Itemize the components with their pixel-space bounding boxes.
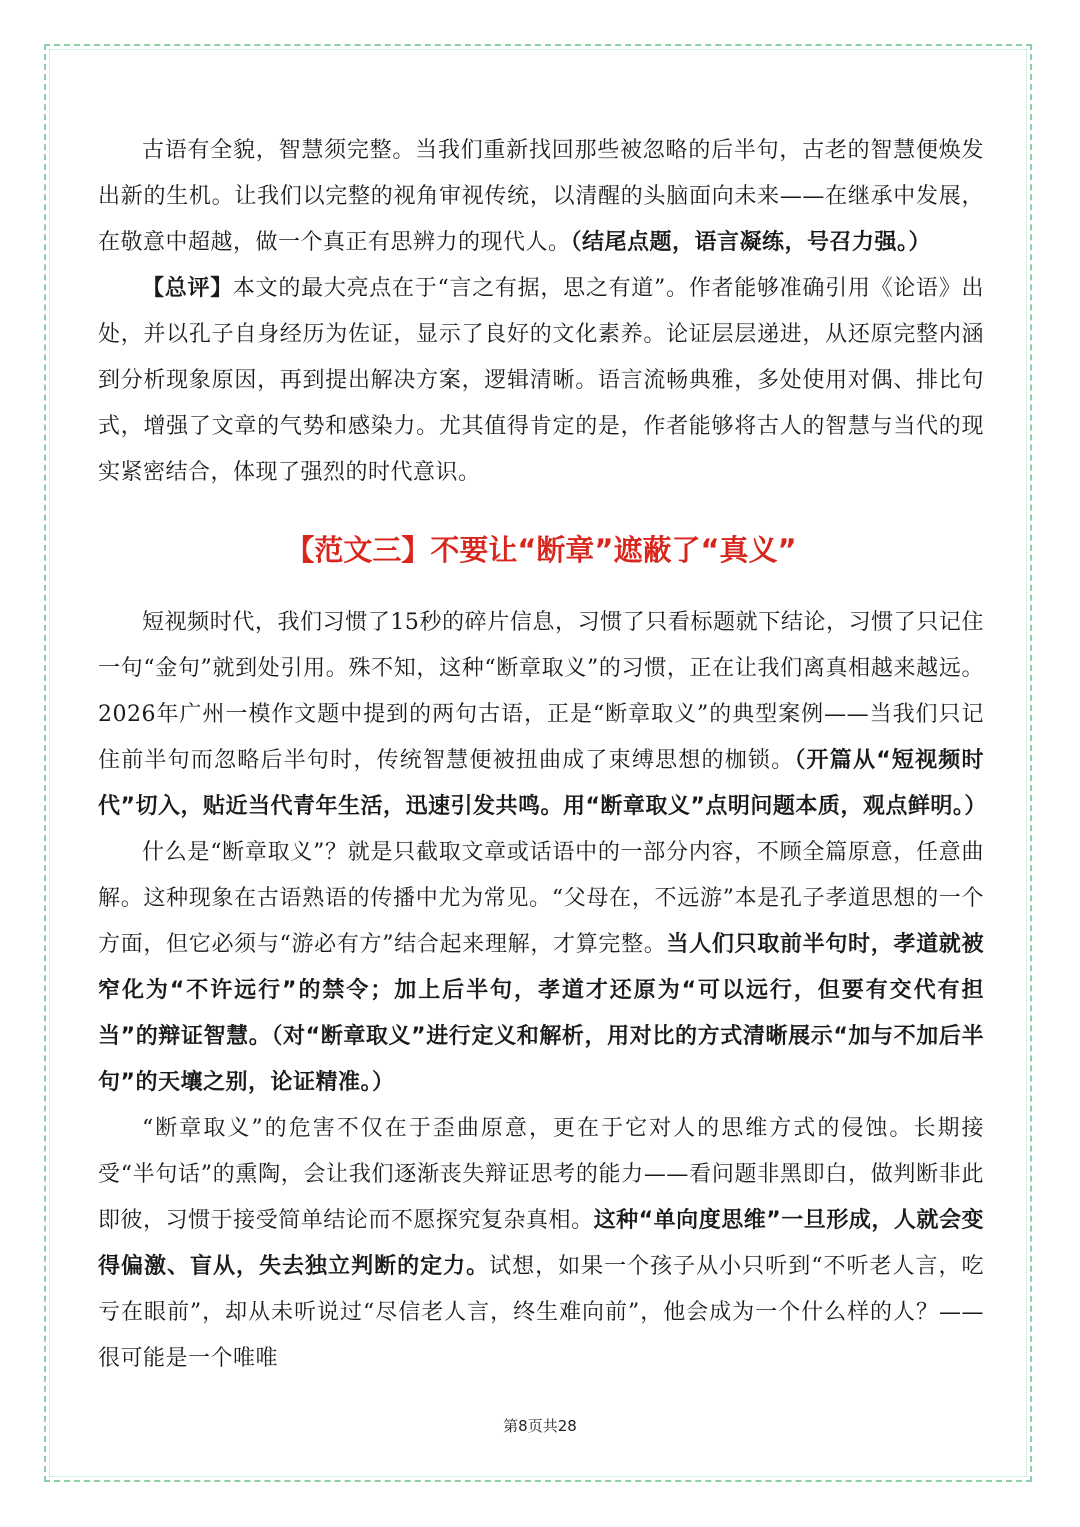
paragraph-text: 本文的最大亮点在于“言之有据，思之有道”。作者能够准确引用《论语》出处，并以孔子自身经历为佐证，显示了良好的文化素养。论证层层递进，从还原完整内涵到分析现象原因，再到提出解决方案，逻辑清晰。语言流畅典雅，多处使用对偶、排比句式，增强了文章的气势和感染力。尤其值得肯定的是，作者能够将古人的智慧与当代的现实紧密结合，体现了强烈的时代意识。 — [98, 276, 984, 485]
paragraph-text-tail: 试想，如果一个孩子从小只听到“不听老人言，吃亏在眼前”，却从未听说过“尽信老人言，终生难向前”，他会成为一个什么样的人？——很可能是一个唯唯 — [98, 1254, 984, 1371]
bold-text: 当人们只取前半句时，孝道就被窄化为“不许远行”的禁令；加上后半句，孝道才还原为“可以远行，但要有交代有担当”的辩证智慧。 — [98, 932, 984, 1049]
paragraph-overall-review — [98, 266, 984, 496]
paragraph-text: 什么是“断章取义”？就是只截取文章或话语中的一部分内容，不顾全篇原意，任意曲解。这种现象在古语熟语的传播中尤为常见。“父母在，不远游”本是孔子孝道思想的一个方面，但它必须与“游必有方”结合起来理解，才算完整。 — [98, 840, 984, 957]
paragraph-harm — [98, 1106, 984, 1382]
paragraph-text: “断章取义”的危害不仅在于歪曲原意，更在于它对人的思维方式的侵蚀。长期接受“半句话”的熏陶，会让我们逐渐丧失辩证思考的能力——看问题非黑即白，做判断非此即彼，习惯于接受简单结论而不愿探究复杂真相。 — [98, 1116, 984, 1233]
annotation-comment: （对“断章取义”进行定义和解析，用对比的方式清晰展示“加与不加后半句”的天壤之别，论证精准。） — [98, 1024, 984, 1095]
paragraph-text: 古语有全貌，智慧须完整。当我们重新找回那些被忽略的后半句，古老的智慧便焕发出新的生机。让我们以完整的视角审视传统，以清醒的头脑面向未来——在继承中发展，在敬意中超越，做一个真正有思辨力的现代人。 — [98, 138, 984, 255]
annotation-comment: （开篇从“短视频时代”切入，贴近当代青年生活，迅速引发共鸣。用“断章取义”点明问题本质，观点鲜明。） — [98, 748, 987, 819]
bold-text: 这种“单向度思维”一旦形成，人就会变得偏激、盲从，失去独立判断的定力。 — [98, 1208, 984, 1279]
annotation-comment: （结尾点题，语言凝练，号召力强。） — [570, 230, 932, 255]
review-label: 【总评】 — [142, 276, 233, 301]
paragraph-text: 短视频时代，我们习惯了15秒的碎片信息，习惯了只看标题就下结论，习惯了只记住一句“金句”就到处引用。殊不知，这种“断章取义”的习惯，正在让我们离真相越来越远。2026年广州一模作文题中提到的两句古语，正是“断章取义”的典型案例——当我们只记住前半句而忽略后半句时，传统智慧便被扭曲成了束缚思想的枷锁。 — [98, 610, 984, 773]
paragraph-conclusion — [98, 128, 984, 266]
paragraph-definition — [98, 830, 984, 1106]
document-body — [98, 128, 987, 1382]
page-number: 第8页共28 — [503, 1417, 577, 1435]
section-heading: 【范文三】不要让“断章”遮蔽了“真义” — [285, 533, 797, 567]
paragraph-intro — [98, 600, 987, 830]
